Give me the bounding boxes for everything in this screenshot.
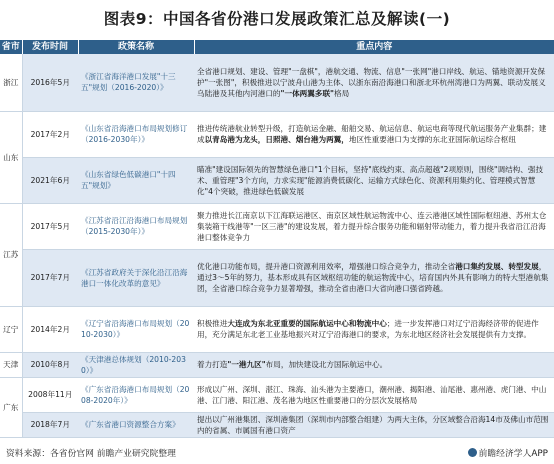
content-text: 格局 [334, 88, 350, 98]
province-cell: 天津 [0, 352, 22, 377]
content-cell [194, 412, 554, 437]
date-cell: 2014年2月 [22, 306, 78, 352]
table-row [0, 111, 554, 157]
date-cell: 2018年7月 [22, 412, 78, 437]
policy-name-cell: 《浙江省海洋港口发展"十三五"规划（2016-2020）》 [78, 54, 194, 111]
table-row [0, 377, 554, 412]
content-text: 全省港口规划、建设、管理"一盘棋"，港航交通、物流、信息"一张网"港口岸线、航运、锚地资源开发保护"一张图"，积极推进以宁波舟山港为主体、以浙东南沿海港口和浙北环杭州湾港口为两翼、联动发展义乌陆港及其他内河港口的 [197, 66, 546, 98]
source-note: 资料来源：各省份官网 前瞻产业研究院整理 [6, 449, 176, 459]
content-text: 聚力推进长江南京以下江海联运港区、南京区域性航运物流中心、连云港港区域性国际枢纽港、苏州太仓集装箱干线港等"一区三港"的建设发展，着力提升综合服务功能和辐射带动能力，着力提升我省沿江沿海港口整体竞争力 [197, 210, 547, 242]
brand-logo-icon [468, 448, 477, 457]
content-text: ，通过3～5年的努力，基本形成具有区域枢纽功能的航运物流中心，培育国内外具有影响力的特大型港航集团，全省港口综合竞争力显著增强，推动全省由港口大省向港口强省跨越。 [197, 262, 549, 293]
policy-name-cell: 《广东省港口资源整合方案》 [78, 412, 194, 437]
policy-name-cell: 《江苏省沿江沿海港口布局规划（2015-2030年）》 [78, 203, 194, 249]
table-row [0, 352, 554, 377]
date-cell: 2017年2月 [22, 111, 78, 157]
policy-name-cell: 《江苏省政府关于深化沿江沿海港口一体化改革的意见》 [78, 249, 194, 306]
province-cell: 江苏 [0, 203, 22, 306]
province-cell: 山东 [0, 111, 22, 203]
brand-mark [468, 444, 548, 464]
date-cell: 2008年11月 [22, 377, 78, 412]
brand-text: 前瞻经济学人APP [478, 449, 548, 459]
policy-name-cell: 《广东省沿海港口布局规划（2008-2020年）》 [78, 377, 194, 412]
header-content: 重点内容 [194, 40, 554, 54]
content-cell [194, 352, 554, 377]
date-cell: 2010年8月 [22, 352, 78, 377]
policy-name-cell: 《山东省绿色低碳港口"十四五"规划》 [78, 157, 194, 203]
table-row [0, 203, 554, 249]
header-policy: 政策名称 [78, 40, 194, 54]
content-highlight: "一体两翼多联" [280, 88, 335, 98]
content-cell [194, 306, 554, 352]
province-cell: 广东 [0, 377, 22, 437]
content-text: 形成以广州、深圳、湛江、珠海、汕头港为主要港口，潮州港、揭阳港、汕尾港、惠州港、虎门港、中山港、江门港、阳江港、茂名港为地区性重要港口的分层次发展格局 [197, 384, 547, 405]
date-cell: 2021年6月 [22, 157, 78, 203]
content-text: ；进一步发挥港口对辽宁沿海经济带的促进作用，充分满足东北老工业基地振兴对辽宁沿海港口的要求，为东北地区经济社会发展提供有力支撑。 [197, 319, 539, 339]
content-text: 布局，加快建设北方国际航运中心。 [265, 360, 388, 369]
content-cell [194, 249, 554, 306]
content-highlight: 港口集约发展、转型发展 [455, 262, 539, 271]
content-cell [194, 203, 554, 249]
table-row [0, 412, 554, 437]
content-text: 积极推进 [197, 319, 228, 328]
content-text: 提出以广州港集团、深圳港集团（深圳市内部整合组建）为两大主体，分区域整合沿海14市及佛山市范围内的省属、市属国有港口资产 [197, 414, 549, 435]
content-text: 推进传统港航业转型升级，打造航运金融、船舶交易、航运信息、航运电商等现代航运服务产业集群；建成 [197, 124, 547, 144]
province-cell: 辽宁 [0, 306, 22, 352]
footer [0, 444, 554, 464]
content-text: 优化港口功能布局，提升港口资源利用效率，增强港口综合竞争力，推动全省 [197, 262, 456, 271]
content-text: 着力打造 [197, 360, 228, 369]
content-highlight: 大连成为东北亚重要的国际航运中心和物流中心 [227, 319, 387, 328]
policy-table [0, 40, 554, 438]
content-cell [194, 377, 554, 412]
content-highlight: "一港九区" [227, 360, 266, 369]
date-cell: 2017年5月 [22, 203, 78, 249]
date-cell: 2016年5月 [22, 54, 78, 111]
table-row [0, 249, 554, 306]
province-cell: 浙江 [0, 54, 22, 111]
policy-name-cell: 《天津港总体规划（2010-2030）》 [78, 352, 194, 377]
content-text: 地区性重要港口为支撑的东北亚国际航运综合枢纽 [348, 135, 516, 144]
date-cell: 2017年7月 [22, 249, 78, 306]
content-cell [194, 54, 554, 111]
content-highlight: 以青岛港为龙头，日照港、烟台港为两翼， [204, 135, 349, 144]
header-date: 发布时间 [22, 40, 78, 54]
content-text: 瞄准"建设国际领先的智慧绿色港口"1个目标，坚持"底线约束、高点超越"2项原则，围绕"调结构、强技术、重管理"3个方向，力求实现"能源消费低碳化、运输方式绿色化、资源利用集约化、管理模式智慧化"4个突破，推进绿色低碳发展 [197, 164, 544, 196]
chart-title: 图表9：中国各省份港口发展政策汇总及解读(一) [103, 10, 451, 28]
table-header-row [0, 40, 554, 54]
policy-name-cell: 《山东省沿海港口布局规划修订（2016-2030年）》 [78, 111, 194, 157]
table-row [0, 54, 554, 111]
table-row [0, 306, 554, 352]
header-province: 省市 [0, 40, 22, 54]
content-cell [194, 157, 554, 203]
table-row [0, 157, 554, 203]
content-cell [194, 111, 554, 157]
policy-name-cell: 《辽宁省沿海港口布局规划（2010-2030）》 [78, 306, 194, 352]
